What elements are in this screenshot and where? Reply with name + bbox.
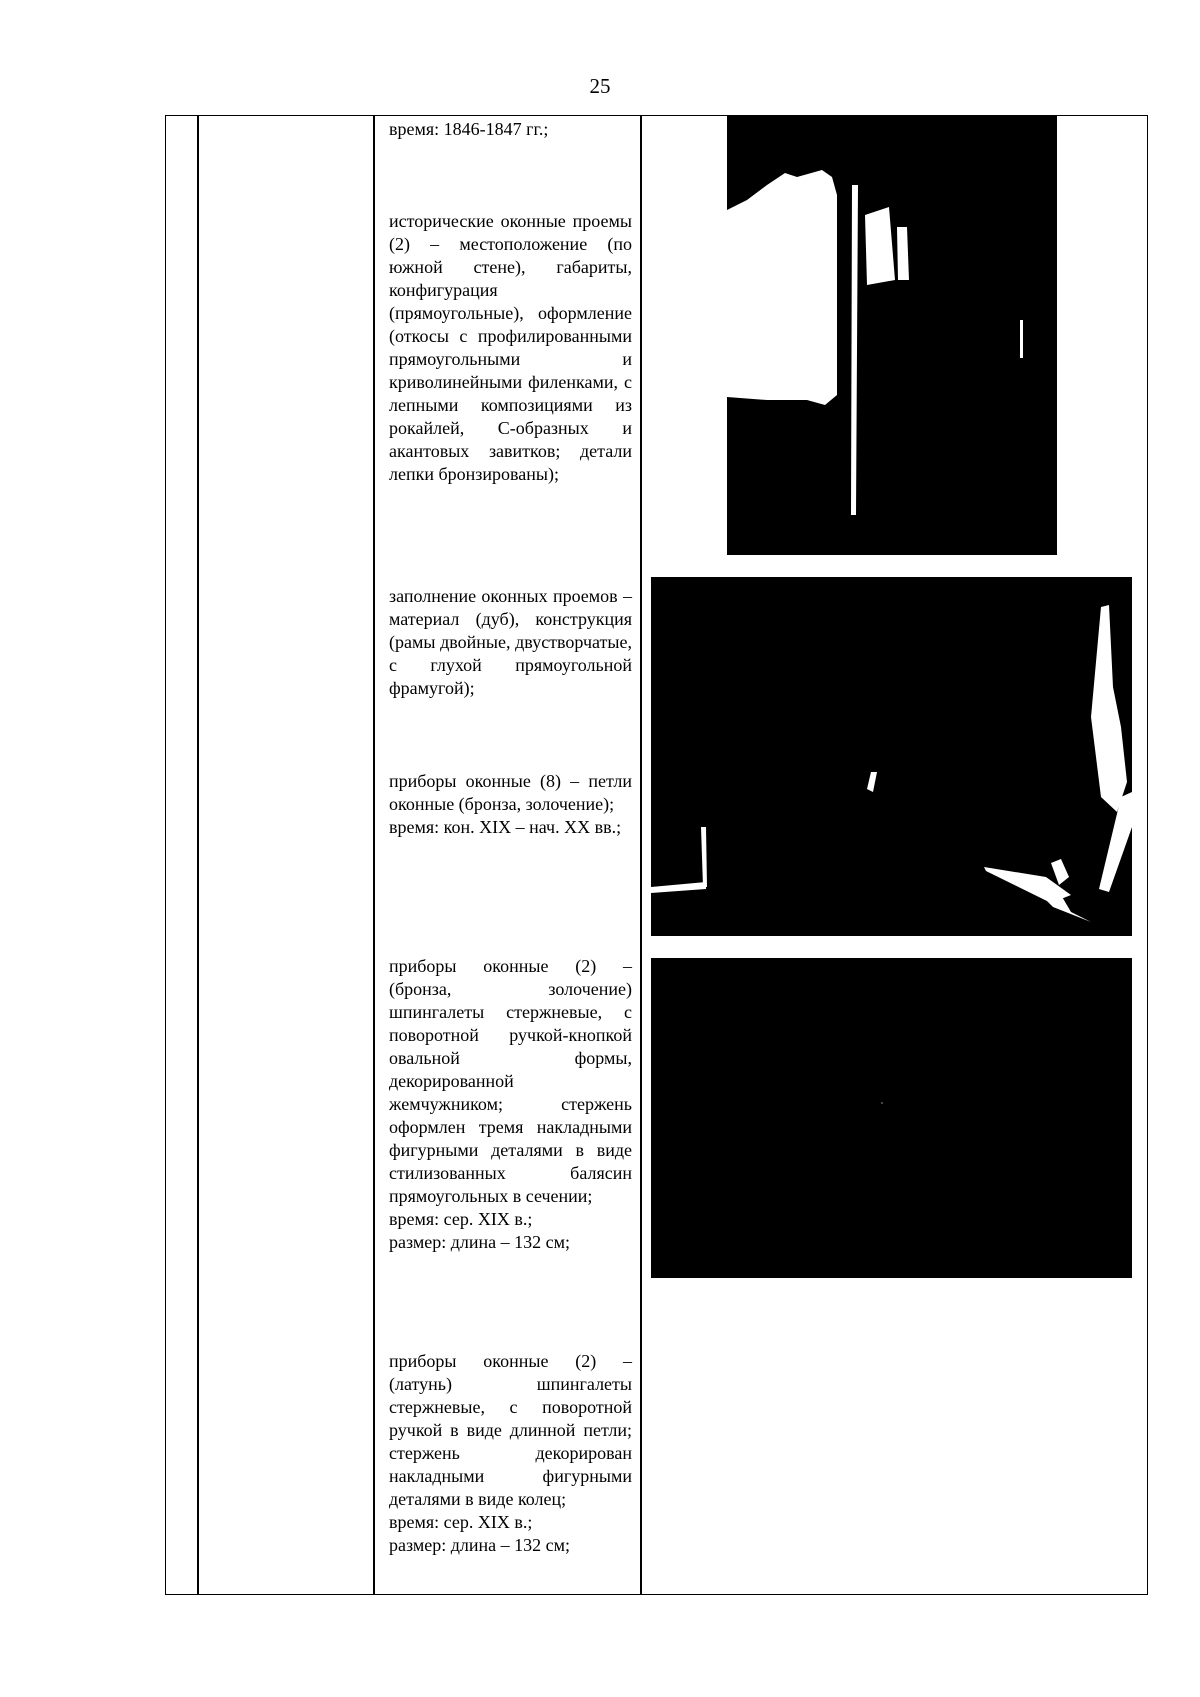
entry-brass-espagnolettes [389, 1350, 632, 1557]
photo-espagnolette [651, 958, 1132, 1278]
entry-bronze-espagnolettes [389, 955, 632, 1254]
page-number: 25 [589, 74, 611, 98]
entry-line: приборы оконные (2) – (бронза, золочение) шпингалеты стержневые, с поворотной ручкой-кнопкой овальной формы, декорированной жемчужником; стержень оформлен тремя накладными фигурными деталями в виде стилизованных балясин прямоугольных в сечении; [389, 956, 632, 1206]
entry-line: размер: длина – 132 см; [389, 1232, 571, 1252]
entry-line: размер: длина – 132 см; [389, 1535, 571, 1555]
entry-window-hinges [389, 770, 632, 839]
entry-line: время: сер. XIX в.; [389, 1512, 533, 1532]
column-divider-3 [640, 115, 642, 1595]
photo-window-opening [727, 115, 1057, 555]
entry-line: время: 1846-1847 гг.; [389, 119, 549, 139]
photo-window-hinges [651, 577, 1132, 936]
entry-line: исторические оконные проемы (2) – местоположение (по южной стене), габариты, конфигурация (прямоугольные), оформление (откосы с профилированными прямоугольными и криволинейными филенками, с лепными композициями из рокайлей, С-образных и акантовых завитков; детали лепки бронзированы); [389, 211, 632, 484]
entry-window-fillings [389, 585, 632, 700]
entry-time-1846 [389, 118, 632, 141]
entry-window-openings [389, 210, 632, 486]
entry-line: приборы оконные (2) – (латунь) шпингалеты стержневые, с поворотной ручкой в виде длинной петли; стержень декорирован накладными фигурными деталями в виде колец; [389, 1351, 632, 1509]
entry-line: заполнение оконных проемов – материал (дуб), конструкция (рамы двойные, двустворчатые, с глухой прямоугольной фрамугой); [389, 586, 632, 698]
column-divider-2 [373, 115, 375, 1595]
entry-line: приборы оконные (8) – петли оконные (бронза, золочение); [389, 771, 632, 814]
entry-line: время: кон. XIX – нач. XX вв.; [389, 817, 622, 837]
column-divider-1 [197, 115, 199, 1595]
entry-line: время: сер. XIX в.; [389, 1209, 533, 1229]
